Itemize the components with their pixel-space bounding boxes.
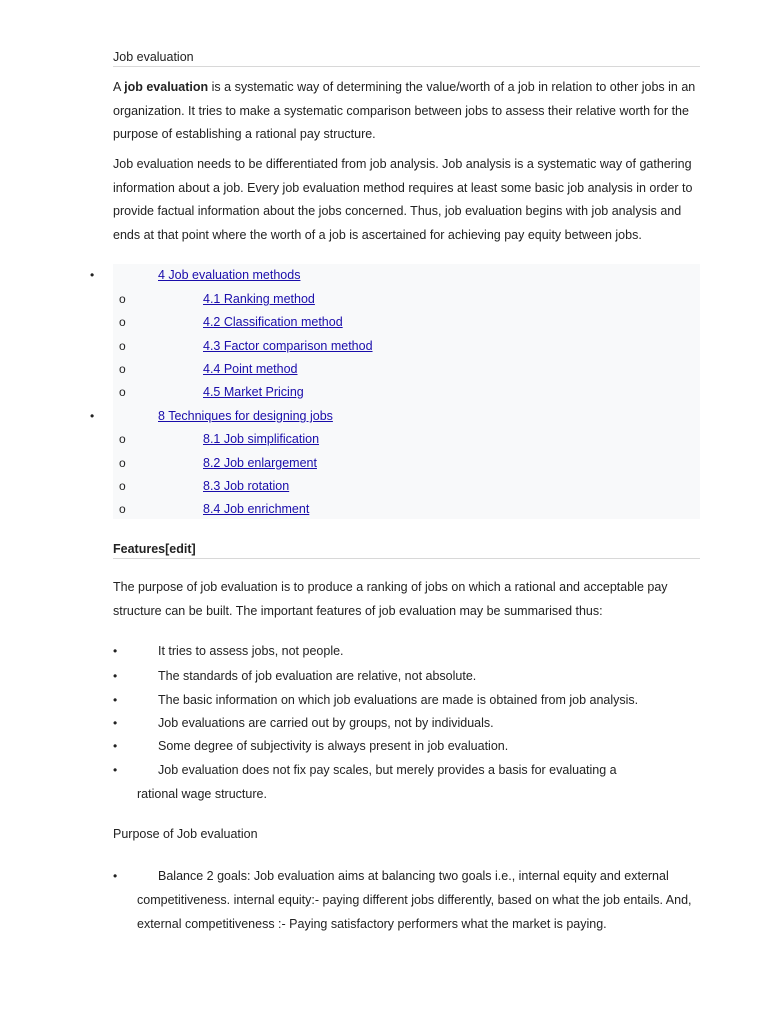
open-bullet-icon: o bbox=[119, 362, 126, 376]
bullet-icon: • bbox=[113, 716, 118, 730]
page-title-text: Job evaluation bbox=[113, 50, 194, 64]
open-bullet-icon: o bbox=[119, 315, 126, 329]
toc-link-ranking-method[interactable]: 4.1 Ranking method bbox=[203, 292, 315, 306]
bullet-icon: • bbox=[113, 693, 118, 707]
open-bullet-icon: o bbox=[119, 292, 126, 306]
features-intro-line-2: structure can be built. The important features of job evaluation may be summarised thus: bbox=[113, 603, 603, 618]
toc-link-factor-comparison-method[interactable]: 4.3 Factor comparison method bbox=[203, 339, 373, 353]
bullet-icon: • bbox=[113, 644, 118, 658]
list-item: • Balance 2 goals: Job evaluation aims at balancing two goals i.e., internal equity and external competitiveness. internal equity:- paying different jobs differently, based on what the job entails. And, external competitiveness :- Paying satisfactory performers what the market is paying. bbox=[113, 864, 713, 936]
toc-link-point-method[interactable]: 4.4 Point method bbox=[203, 362, 298, 376]
bullet-icon: • bbox=[113, 869, 118, 883]
purpose-line-3: external competitiveness :- Paying satisfactory performers what the market is paying. bbox=[137, 917, 607, 931]
intro-p2-line-2: information about a job. Every job evaluation method requires at least some basic job analysis in order to bbox=[113, 180, 693, 195]
intro-paragraph-1 bbox=[113, 76, 703, 147]
open-bullet-icon: o bbox=[119, 502, 126, 516]
toc-link-job-enlargement[interactable]: 8.2 Job enlargement bbox=[203, 456, 317, 470]
toc-link-techniques-designing-jobs[interactable]: 8 Techniques for designing jobs bbox=[158, 409, 333, 423]
job-evaluation-bold: job evaluation bbox=[124, 80, 209, 94]
page-title bbox=[113, 50, 700, 67]
intro-p2-line-4: ends at that point where the worth of a job is ascertained for achieving pay equity between jobs. bbox=[113, 227, 642, 242]
list-item-continuation: rational wage structure. bbox=[137, 787, 267, 801]
table-of-contents bbox=[113, 264, 700, 519]
toc-link-job-rotation[interactable]: 8.3 Job rotation bbox=[203, 479, 290, 493]
intro-p1-line-1: A job evaluation is a systematic way of determining the value/worth of a job in relation to other jobs in an bbox=[113, 80, 696, 94]
intro-p1-line-2: organization. It tries to make a systematic comparison between jobs to assess their relative worth for the bbox=[113, 103, 689, 118]
open-bullet-icon: o bbox=[119, 385, 126, 399]
features-heading: Features[edit] bbox=[113, 542, 700, 559]
purpose-line-2: competitiveness. internal equity:- paying different jobs differently, based on what the job entails. And, bbox=[137, 893, 692, 907]
intro-p1-line-3: purpose of establishing a rational pay structure. bbox=[113, 127, 376, 141]
open-bullet-icon: o bbox=[119, 432, 126, 446]
toc-link-classification-method[interactable]: 4.2 Classification method bbox=[203, 315, 343, 329]
open-bullet-icon: o bbox=[119, 339, 126, 353]
intro-p2-line-1: Job evaluation needs to be differentiated from job analysis. Job analysis is a systematic way of gathering bbox=[113, 157, 692, 171]
toc-link-market-pricing[interactable]: 4.5 Market Pricing bbox=[203, 385, 304, 399]
intro-paragraph-2 bbox=[113, 153, 703, 247]
intro-p2-line-3: provide factual information about the jobs concerned. Thus, job evaluation begins with job analysis and bbox=[113, 204, 682, 218]
purpose-heading: Purpose of Job evaluation bbox=[113, 827, 258, 841]
toc-link-job-enrichment[interactable]: 8.4 Job enrichment bbox=[203, 502, 310, 516]
bullet-icon: • bbox=[90, 409, 95, 423]
document-page: Job evaluation A job evaluation is a systematic way of determining the value/worth of a job in relation to other jobs in an organization. It tries to make a systematic comparison between jobs to assess their relative worth for the purpose of establishing a rational pay structure. Job evaluation needs to be differentiated from job analysis. Job analysis is a systematic way of gathering information about a job. Every job evaluation method requires at least some basic job analysis in order to provide factual information about the jobs concerned. Thus, job evaluation begins with job analysis and ends at that point where the worth of a job is ascertained for achieving pay equity between jobs. • 4 Job evaluation methods o 4.1 Ranking method o 4.2 Classification method o 4.3 Factor comparison method o 4.4 Point method o 4.5 Market Pricing • 8 Techniques for designing jobs o 8.1 Job simplification o 8.2 Job enlargement o 8.3 Job rotation o 8.4 Job enrichment Features[edit] The purpose of job evaluation is to produce a ranking of jobs on which a rational and acceptable pay structure can be built. The important features of job evaluation may be summarised thus: • It tries to assess jobs, not people. • The standards of job evaluation are relative, not absolute. • The basic information on which job evaluations are made is obtained from job analysis. • Job evaluations are carried out by groups, not by individuals. • Some degree of subjectivity is always present in job evaluation. • Job evaluation does not fix pay scales, but merely provides a basis for evaluating a rational wage structure. Purpose of Job evaluation • Balance 2 goals: Job evaluation aims at balancing two goals i.e., internal equity and external competitiveness. internal equity:- paying different jobs differently, based on what the job entails. And, external competitiveness :- Paying satisfactory performers what the market is paying. bbox=[0, 0, 768, 1024]
open-bullet-icon: o bbox=[119, 456, 126, 470]
features-intro bbox=[113, 576, 703, 623]
bullet-icon: • bbox=[113, 669, 118, 683]
open-bullet-icon: o bbox=[119, 479, 126, 493]
features-intro-line-1: The purpose of job evaluation is to produce a ranking of jobs on which a rational and acceptable pay bbox=[113, 580, 668, 594]
toc-link-job-evaluation-methods[interactable]: 4 Job evaluation methods bbox=[158, 268, 301, 282]
bullet-icon: • bbox=[90, 268, 95, 282]
bullet-icon: • bbox=[113, 739, 118, 753]
bullet-icon: • bbox=[113, 763, 118, 777]
list-item: • Job evaluation does not fix pay scales, but merely provides a basis for evaluating a rational wage structure. bbox=[113, 758, 713, 806]
toc-link-job-simplification[interactable]: 8.1 Job simplification bbox=[203, 432, 320, 446]
